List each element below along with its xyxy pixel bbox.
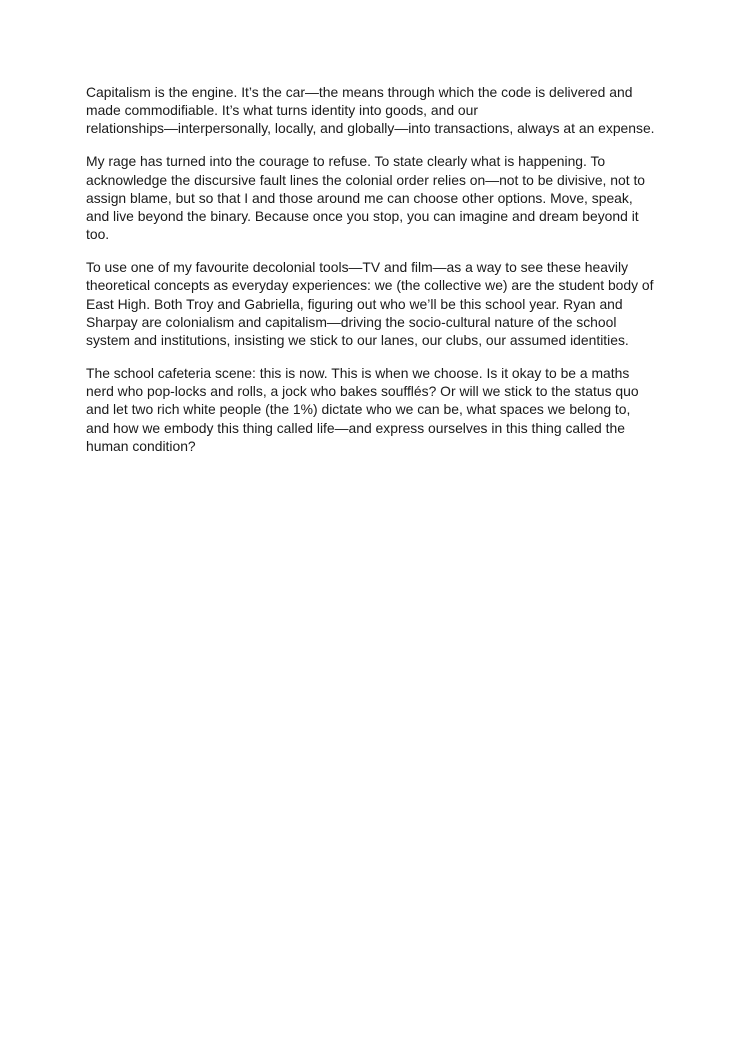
- paragraph-rage: My rage has turned into the courage to refuse. To state clearly what is happening. To acknowledge the discursive fault lines the colonial order relies on—not to be divisive, not to assign blame, but so that I and those around me can choose other options. Move, speak, and live beyond the binary. Because once you stop, you can imagine and dream beyond it too.: [86, 153, 646, 243]
- document-body: [86, 83, 658, 470]
- paragraph-decolonial-tools: To use one of my favourite decolonial tools—TV and film—as a way to see these heavily theoretical concepts as everyday experiences: we (the collective we) are the student body of East High. Both Troy and Gabriella, figuring out who we’ll be this school year. Ryan and Sharpay are colonialism and capitalism—driving the socio-cultural nature of the school system and institutions, insisting we stick to our lanes, our clubs, our assumed identities.: [86, 259, 654, 349]
- paragraph-capitalism: Capitalism is the engine. It’s the car—the means through which the code is delivered and made commodifiable. It’s what turns identity into goods, and our relationships—interpersonally, locally, and globally—into transactions, always at an expense.: [86, 84, 655, 137]
- paragraph-cafeteria-scene: The school cafeteria scene: this is now. This is when we choose. Is it okay to be a maths nerd who pop-locks and rolls, a jock who bakes soufflés? Or will we stick to the status quo and let two rich white people (the 1%) dictate who we can be, what spaces we belong to, and how we embody this thing called life—and express ourselves in this thing called the human condition?: [86, 365, 639, 454]
